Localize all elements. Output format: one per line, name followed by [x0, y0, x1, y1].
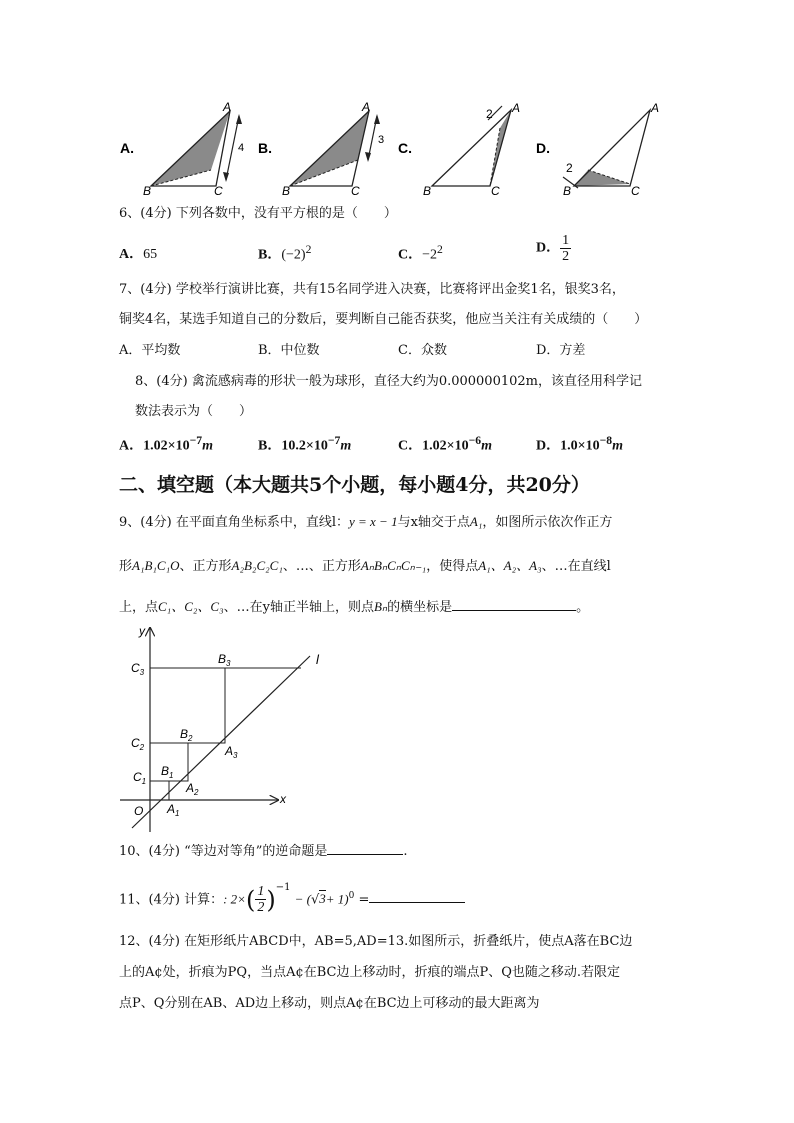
label-a3: $A_3$	[225, 744, 238, 760]
q9-l2-text-a: 形	[119, 559, 133, 574]
q5-a-measure: 4	[238, 142, 245, 154]
q8-a-text: A．1.02×10	[119, 438, 190, 454]
q9-l2-text-d: ，使得点	[426, 559, 479, 574]
q9-line-equation: y = x − 1	[348, 514, 398, 529]
q11-exponent: −1	[275, 882, 291, 893]
q11	[119, 876, 465, 920]
q12-line1: 12、(4分) 在矩形纸片ABCD中，AB=5,AD=13.如图所示，折叠纸片，使点A落在BC边	[119, 934, 633, 949]
q5-c-measure: 2	[486, 107, 493, 121]
q5-d-vertex-b: B	[563, 184, 572, 198]
q7-option-a: A．平均数	[119, 343, 181, 358]
q11-exponent-zero: 0	[348, 891, 355, 901]
q5-d-vertex-a: A	[651, 101, 660, 115]
q6-option-b	[258, 243, 311, 264]
q5-a-vertex-a: A	[223, 100, 232, 114]
q8-c-text: C．1.02×10	[398, 438, 469, 454]
q6-b-exponent: 2	[305, 243, 312, 256]
q10	[119, 842, 408, 862]
q8-b-exponent: −7	[327, 434, 341, 447]
line-l-label: l	[316, 652, 319, 667]
q9-square-n: AₙBₙCₙCₙ₋₁	[360, 558, 427, 573]
q5-b-vertex-b: B	[282, 184, 291, 198]
q8-d-text: D．1.0×10	[536, 438, 600, 454]
q5-a-arrowhead-bottom	[223, 172, 229, 182]
q6-c-exponent: 2	[437, 243, 443, 256]
q9-line2	[119, 556, 611, 577]
q7-option-d: D．方差	[536, 343, 586, 358]
q6-a-label: A．	[119, 247, 144, 262]
label-c1: $C_1$	[133, 770, 147, 786]
q6-b-value: (−2)	[281, 247, 306, 263]
q5-b-arrowhead-bottom	[365, 152, 371, 162]
q9-l3-text-a: 上，点	[119, 600, 159, 615]
q11-sqrt-value: 3	[319, 891, 326, 907]
q8-option-a	[119, 434, 213, 455]
q9-point-a1: A₁	[469, 514, 483, 529]
q8-option-d	[536, 434, 623, 455]
q6-option-c	[398, 243, 443, 264]
q9-square-2: A₂B₂C₂C₁	[231, 558, 283, 573]
q5-a-vertex-c: C	[214, 184, 223, 198]
q11-expr-c: + 1)	[325, 891, 349, 907]
label-b2: $B_2$	[180, 727, 193, 743]
q5-d-measure: 2	[566, 161, 573, 175]
label-b3: $B_3$	[218, 652, 231, 668]
q6-option-d	[536, 233, 571, 264]
q8-b-text: B．10.2×10	[258, 438, 328, 454]
q6-d-numerator: 1	[562, 233, 570, 248]
q11-prefix: 11、(4分) 计算：	[119, 892, 224, 908]
q8-option-b	[258, 434, 351, 455]
q6-c-value: −2	[422, 247, 438, 263]
q9-l3-text-b: 、…在y轴正半轴上，则点	[223, 600, 374, 615]
q6-c-label: C．	[398, 247, 423, 263]
q11-expr-a: : 2×	[223, 891, 246, 907]
q8-option-c	[398, 434, 492, 455]
q11-open-paren: (	[245, 885, 256, 914]
q5-c-vertex-b: B	[423, 184, 432, 198]
q5-option-d-label: D.	[536, 140, 550, 156]
origin-label: O	[134, 804, 144, 818]
q10-end: .	[403, 844, 408, 859]
q8-a-exponent: −7	[189, 434, 203, 447]
q8-b-unit: m	[340, 438, 352, 454]
q8-line2: 数法表示为（ ）	[135, 404, 253, 419]
label-c2: $C_2$	[131, 736, 145, 752]
q6-d-denominator: 2	[562, 249, 570, 264]
q9-l3-end: 。	[576, 600, 590, 615]
q5-a-vertex-b: B	[143, 184, 152, 198]
q11-fraction	[255, 884, 266, 915]
q9-line1	[119, 512, 612, 533]
q5-c-vertex-a: A	[512, 101, 521, 115]
q6-stem: 6、(4分) 下列各数中，没有平方根的是（ ）	[119, 206, 397, 221]
q7-line2: 铜奖4名，某选手知道自己的分数后，要判断自己能否获奖，他应当关注有关成绩的（ ）	[119, 312, 648, 327]
q9-answer-blank[interactable]	[452, 598, 576, 611]
q5-option-b-label: B.	[258, 140, 272, 156]
q11-equals: =	[358, 892, 370, 908]
q9-square-1: A₁B₁C₁O	[132, 558, 180, 573]
label-a2: $A_2$	[186, 781, 199, 797]
q12-line2: 上的A¢处，折痕为PQ，当点A¢在BC边上移动时，折痕的端点P、Q也随之移动.若限定	[119, 965, 621, 980]
q10-answer-blank[interactable]	[327, 842, 403, 855]
q9-points-a: A₁、A₂、A₃	[478, 558, 542, 573]
q5-c-vertex-c: C	[491, 184, 500, 198]
q11-answer-blank[interactable]	[369, 890, 465, 903]
q8-d-exponent: −8	[599, 434, 613, 447]
q5-d-triangle	[574, 110, 650, 186]
q5-d-vertex-c: C	[631, 184, 640, 198]
square-1	[150, 781, 169, 800]
axis-x-label: x	[280, 792, 286, 806]
q11-expr-b: − (	[294, 891, 311, 907]
q6-a-value: 65	[143, 247, 158, 262]
q7-option-b: B．中位数	[258, 343, 320, 358]
q9-coordinate-figure	[110, 620, 340, 835]
q9-points-c: C₁、C₂、C₃	[158, 599, 224, 614]
q6-option-a	[119, 243, 157, 263]
q5-option-figures	[0, 95, 794, 200]
q7-line1: 7、(4分) 学校举行演讲比赛，共有15名同学进入决赛，比赛将评出金奖1名，银奖3名，	[119, 282, 625, 297]
q5-option-a-label: A.	[120, 140, 134, 156]
axis-y-label: y	[139, 624, 145, 638]
q10-text: 10、(4分) “等边对等角”的逆命题是	[119, 844, 328, 859]
section-heading: 二、填空题（本大题共5个小题，每小题4分，共20分）	[119, 474, 590, 496]
label-a1: $A_1$	[167, 802, 180, 818]
q8-a-unit: m	[202, 438, 213, 454]
q8-c-unit: m	[481, 438, 492, 454]
q9-l1-text-b: 与x轴交于点	[397, 515, 470, 530]
q5-b-vertex-a: A	[362, 100, 371, 114]
q6-b-label: B．	[258, 247, 282, 263]
q9-l2-text-c: 、…、正方形	[282, 559, 361, 574]
q8-c-exponent: −6	[468, 434, 482, 447]
label-b1: $B_1$	[161, 764, 174, 780]
q12-line3: 点P、Q分别在AB、AD边上移动，则点A¢在BC边上可移动的最大距离为	[119, 996, 540, 1011]
q6-d-label: D．	[536, 240, 561, 256]
q8-d-unit: m	[612, 438, 623, 454]
q9-l2-text-b: 、正方形	[179, 559, 232, 574]
q5-b-measure: 3	[378, 134, 385, 146]
q9-point-bn: Bₙ	[373, 599, 388, 614]
q5-option-c-label: C.	[398, 140, 412, 156]
q5-b-vertex-c: C	[351, 184, 360, 198]
q9-line3	[119, 597, 589, 618]
q11-sqrt-sign: √	[310, 892, 320, 908]
q5-b-arrowhead-top	[374, 114, 380, 124]
q9-l2-text-e: 、…在直线l	[541, 559, 611, 574]
q11-denominator: 2	[257, 900, 265, 916]
q7-option-c: C．众数	[398, 343, 447, 358]
q9-l1-text-a: 9、(4分) 在平面直角坐标系中，直线l：	[119, 515, 349, 530]
q5-a-arrowhead-top	[236, 114, 242, 124]
q8-line1: 8、(4分) 禽流感病毒的形状一般为球形，直径大约为0.000000102m，该直径用科学记	[135, 374, 642, 389]
q6-d-fraction	[560, 233, 571, 264]
q9-l3-text-c: 的横坐标是	[387, 600, 453, 615]
q9-l1-text-c: ，如图所示依次作正方	[482, 515, 613, 530]
q11-numerator: 1	[257, 884, 265, 900]
q11-close-paren: )	[266, 885, 276, 914]
label-c3: $C_3$	[131, 661, 145, 677]
